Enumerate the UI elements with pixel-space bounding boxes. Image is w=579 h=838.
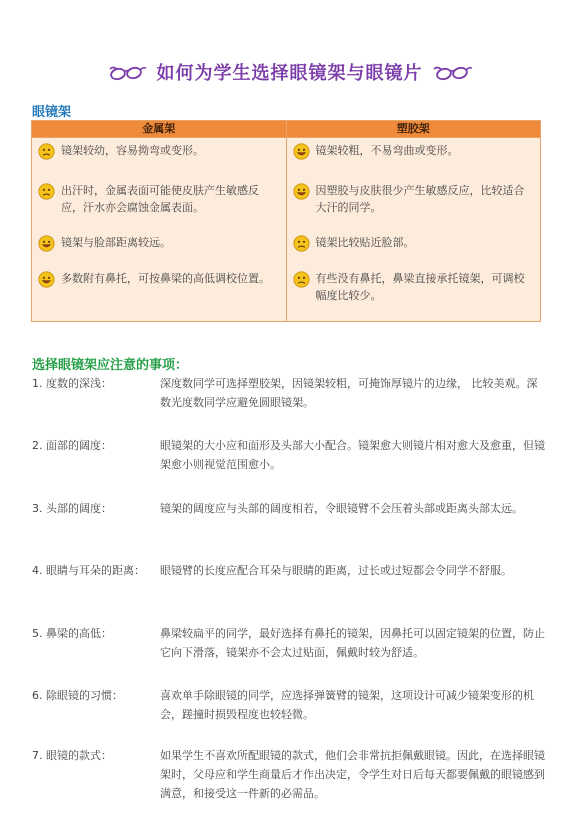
- list-item: 多数附有鼻托，可按鼻梁的高低调校位置。: [38, 270, 278, 288]
- list-item: 镜架较幼，容易拗弯或变形。: [38, 142, 278, 160]
- happy-face-icon: [293, 143, 310, 160]
- note-text: 深度数同学可选择塑胶架，因镜架较粗，可掩饰厚镜片的边缘， 比较美观。深数光度数同学应避免圆眼镜架。: [160, 377, 538, 409]
- happy-face-icon: [293, 183, 310, 200]
- note-text: 鼻梁较扁平的同学，最好选择有鼻托的镜架，因鼻托可以固定镜架的位置，防止它向下滑落，镜架亦不会太过贴面，佩戴时较为舒适。: [160, 627, 545, 659]
- column-metal: [32, 138, 287, 322]
- glasses-icon: [107, 63, 147, 81]
- note-label: 7. 眼镜的款式：: [32, 749, 112, 762]
- note-label: 3. 头部的阔度：: [32, 502, 112, 515]
- note-label: 4. 眼睛与耳朵的距离：: [32, 564, 145, 577]
- note-text: 眼镜臂的长度应配合耳朵与眼睛的距离，过长或过短都会令同学不舒服。: [160, 564, 512, 577]
- note-text: 如果学生不喜欢所配眼镜的款式，他们会非常抗拒佩戴眼镜。因此，在选择眼镜架时，父母应和学生商量后才作出决定，令学生对日后每天都要佩戴的眼镜感到满意，和接受这一件新的必需品。: [160, 749, 545, 800]
- list-item: 因塑胶与皮肤很少产生敏感反应，比较适合大汗的同学。: [293, 182, 533, 216]
- sad-face-icon: [293, 235, 310, 252]
- note-label: 2. 面部的阔度：: [32, 439, 112, 452]
- page-title: 如何为学生选择眼镜架与眼镜片: [156, 63, 423, 84]
- list-item: 镜架与脸部距离较远。: [38, 234, 278, 252]
- column-header-metal: 金属架: [32, 121, 287, 137]
- section-heading-frames: 眼镜架: [32, 105, 72, 120]
- sad-face-icon: [293, 271, 310, 288]
- note-label: 5. 鼻梁的高低：: [32, 627, 112, 640]
- comparison-table: [31, 120, 541, 322]
- note-label: 6. 除眼镜的习惯：: [32, 689, 123, 702]
- note-text: 喜欢单手除眼镜的同学，应选择弹簧臂的镜架，这项设计可减少镜架变形的机会，蹉撞时损毁程度也较轻微。: [160, 689, 534, 721]
- happy-face-icon: [38, 235, 55, 252]
- note-text: 镜架的阔度应与头部的阔度相若，令眼镜臂不会压着头部或距离头部太远。: [160, 502, 523, 515]
- note-label: 1. 度数的深浅：: [32, 377, 112, 390]
- section-heading-notes: 选择眼镜架应注意的事项：: [32, 358, 189, 373]
- table-header-row: [32, 121, 540, 138]
- list-item: 镜架比较贴近脸部。: [293, 234, 533, 252]
- happy-face-icon: [38, 271, 55, 288]
- list-item: 镜架较粗，不易弯曲或变形。: [293, 142, 533, 160]
- list-item: 有些没有鼻托，鼻梁直接承托镜架，可调校幅度比较少。: [293, 270, 533, 304]
- glasses-icon: [433, 63, 473, 81]
- column-plastic: [287, 138, 541, 322]
- list-item: 出汗时，金属表面可能使皮肤产生敏感反应，汗水亦会腐蚀金属表面。: [38, 182, 278, 216]
- sad-face-icon: [38, 183, 55, 200]
- title-row: [0, 56, 579, 88]
- column-header-plastic: 塑胶架: [396, 122, 430, 135]
- note-text: 眼镜架的大小应和面形及头部大小配合。镜架愈大则镜片相对愈大及愈重，但镜架愈小则视觉范围愈小。: [160, 439, 545, 471]
- sad-face-icon: [38, 143, 55, 160]
